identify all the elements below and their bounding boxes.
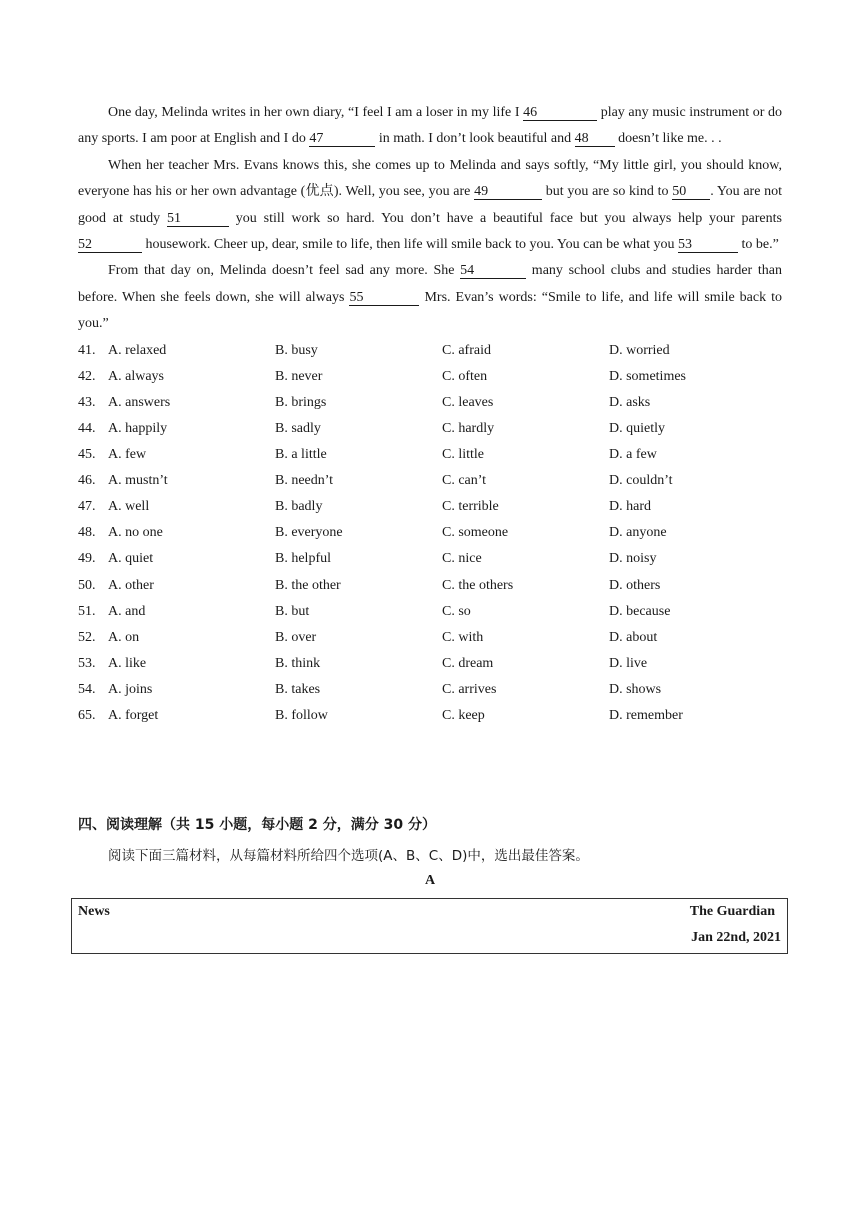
option-c: C. keep (442, 707, 485, 723)
option-c: C. dream (442, 655, 494, 671)
text-span: in math. I don’t look beautiful and (375, 131, 575, 147)
option-d: D. others (609, 577, 661, 593)
blank-54: 54 (460, 264, 526, 279)
option-number: 42. (78, 368, 96, 384)
blank-46: 46 (523, 106, 597, 121)
blank-50: 50 (672, 185, 710, 200)
text-span: play any music instrument or do any sports. I am poor at English and I do (78, 105, 782, 147)
text-span: When her teacher Mrs. Evans knows this, she comes up to Melinda and says softly, “My little girl, you should know, everyone has his or her own advantage (优点). Well, you see, you are (78, 157, 782, 200)
option-a: A. forget (108, 707, 159, 723)
option-d: D. quietly (609, 420, 665, 436)
option-a: A. quiet (108, 551, 154, 567)
option-row (78, 364, 782, 390)
option-number: 43. (78, 394, 96, 410)
option-number: 44. (78, 420, 96, 436)
passage-letter: A (424, 873, 436, 888)
option-row (78, 703, 782, 729)
option-c: C. can’t (442, 473, 487, 489)
option-b: B. helpful (275, 551, 331, 567)
blank-47: 47 (309, 132, 375, 147)
option-d: D. worried (609, 342, 670, 358)
option-row (78, 599, 782, 625)
option-c: C. someone (442, 525, 509, 541)
option-row (78, 573, 782, 599)
option-d: D. hard (609, 499, 651, 515)
option-d: D. sometimes (609, 368, 686, 384)
option-b: B. the other (275, 577, 341, 593)
option-row (78, 468, 782, 494)
option-row (78, 651, 782, 677)
option-a: A. well (108, 499, 150, 515)
option-a: A. other (108, 577, 154, 593)
passage-paragraph-3 (78, 258, 782, 337)
blank-48: 48 (575, 132, 615, 147)
option-b: B. follow (275, 707, 328, 723)
option-b: B. takes (275, 681, 321, 697)
option-c: C. often (442, 368, 488, 384)
option-d: D. remember (609, 707, 683, 723)
option-b: B. badly (275, 499, 323, 515)
option-b: B. never (275, 368, 323, 384)
text-span: Mrs. Evan’s words: “Smile to life, and life will smile back to you.” (78, 289, 782, 332)
option-row (78, 625, 782, 651)
option-d: D. noisy (609, 551, 657, 567)
option-a: A. always (108, 368, 164, 384)
option-row (78, 520, 782, 546)
text-span: housework. Cheer up, dear, smile to life, then life will smile back to you. You can be what you (142, 237, 678, 253)
option-d: D. anyone (609, 525, 667, 541)
blank-55: 55 (349, 291, 419, 306)
option-a: A. like (108, 655, 147, 671)
text-span: to be.” (738, 237, 779, 253)
option-b: B. over (275, 629, 317, 645)
option-row (78, 546, 782, 572)
option-row (78, 442, 782, 468)
option-row (78, 677, 782, 703)
option-row (78, 390, 782, 416)
news-header-box (71, 898, 788, 954)
option-row (78, 416, 782, 442)
option-b: B. but (275, 603, 310, 619)
option-c: C. leaves (442, 394, 494, 410)
option-number: 50. (78, 577, 96, 593)
option-c: C. the others (442, 577, 514, 593)
blank-51: 51 (167, 212, 229, 227)
option-number: 46. (78, 473, 96, 489)
option-d: D. because (609, 603, 671, 619)
option-number: 47. (78, 499, 96, 515)
option-number: 49. (78, 551, 96, 567)
option-number: 51. (78, 603, 96, 619)
option-c: C. afraid (442, 342, 491, 358)
option-b: B. busy (275, 342, 318, 358)
blank-52: 52 (78, 238, 142, 253)
option-a: A. and (108, 603, 146, 619)
option-c: C. terrible (442, 499, 499, 515)
option-d: D. live (609, 655, 648, 671)
option-c: C. with (442, 629, 484, 645)
option-number: 53. (78, 655, 96, 671)
option-b: B. needn’t (275, 473, 334, 489)
option-a: A. mustn’t (108, 473, 168, 489)
option-number: 65. (78, 707, 96, 723)
option-d: D. shows (609, 681, 662, 697)
option-a: A. relaxed (108, 342, 167, 358)
blank-49: 49 (474, 185, 542, 200)
news-date: Jan 22nd, 2021 (691, 930, 781, 945)
option-number: 48. (78, 525, 96, 541)
news-label: News (78, 904, 110, 919)
options-list (78, 338, 782, 729)
option-a: A. joins (108, 681, 153, 697)
option-d: D. asks (609, 394, 651, 410)
text-span: One day, Melinda writes in her own diary, “I feel I am a loser in my life I (108, 105, 524, 120)
option-d: D. a few (609, 447, 657, 463)
text-span: many school clubs and studies harder than before. When she feels down, she will always (78, 263, 782, 305)
text-span: . You are not good at study (78, 184, 782, 226)
blank-53: 53 (678, 238, 738, 253)
passage-paragraph-2 (78, 153, 782, 259)
section-title: 四、阅读理解（共 15 小题，每小题 2 分，满分 30 分） (78, 817, 436, 833)
option-d: D. couldn’t (609, 473, 673, 489)
option-row (78, 494, 782, 520)
option-number: 41. (78, 342, 96, 358)
option-row (78, 338, 782, 364)
option-c: C. hardly (442, 420, 495, 436)
option-a: A. happily (108, 420, 168, 436)
option-b: B. think (275, 655, 321, 671)
news-source: The Guardian (689, 904, 775, 919)
option-b: B. everyone (275, 525, 343, 541)
option-c: C. nice (442, 551, 482, 567)
option-b: B. brings (275, 394, 327, 410)
option-number: 52. (78, 629, 96, 645)
option-a: A. answers (108, 394, 171, 410)
text-span: you still work so hard. You don’t have a beautiful face but you always help your parents (228, 210, 782, 226)
option-number: 45. (78, 447, 96, 463)
text-span: From that day on, Melinda doesn’t feel sad any more. She (108, 263, 461, 279)
option-a: A. on (108, 629, 140, 645)
passage-area (78, 100, 782, 729)
passage-paragraph-1 (78, 100, 782, 153)
option-b: B. a little (275, 447, 327, 463)
option-number: 54. (78, 681, 96, 697)
section-instruction: 阅读下面三篇材料，从每篇材料所给四个选项(A、B、C、D)中，选出最佳答案。 (108, 848, 589, 864)
option-c: C. so (442, 603, 471, 619)
option-a: A. no one (108, 525, 163, 541)
text-span: doesn’t like me. . . (614, 131, 722, 147)
option-b: B. sadly (275, 420, 321, 436)
option-a: A. few (108, 447, 147, 463)
text-span: but you are so kind to (542, 184, 673, 200)
option-c: C. little (442, 447, 484, 463)
option-d: D. about (609, 629, 658, 645)
option-c: C. arrives (442, 681, 497, 697)
